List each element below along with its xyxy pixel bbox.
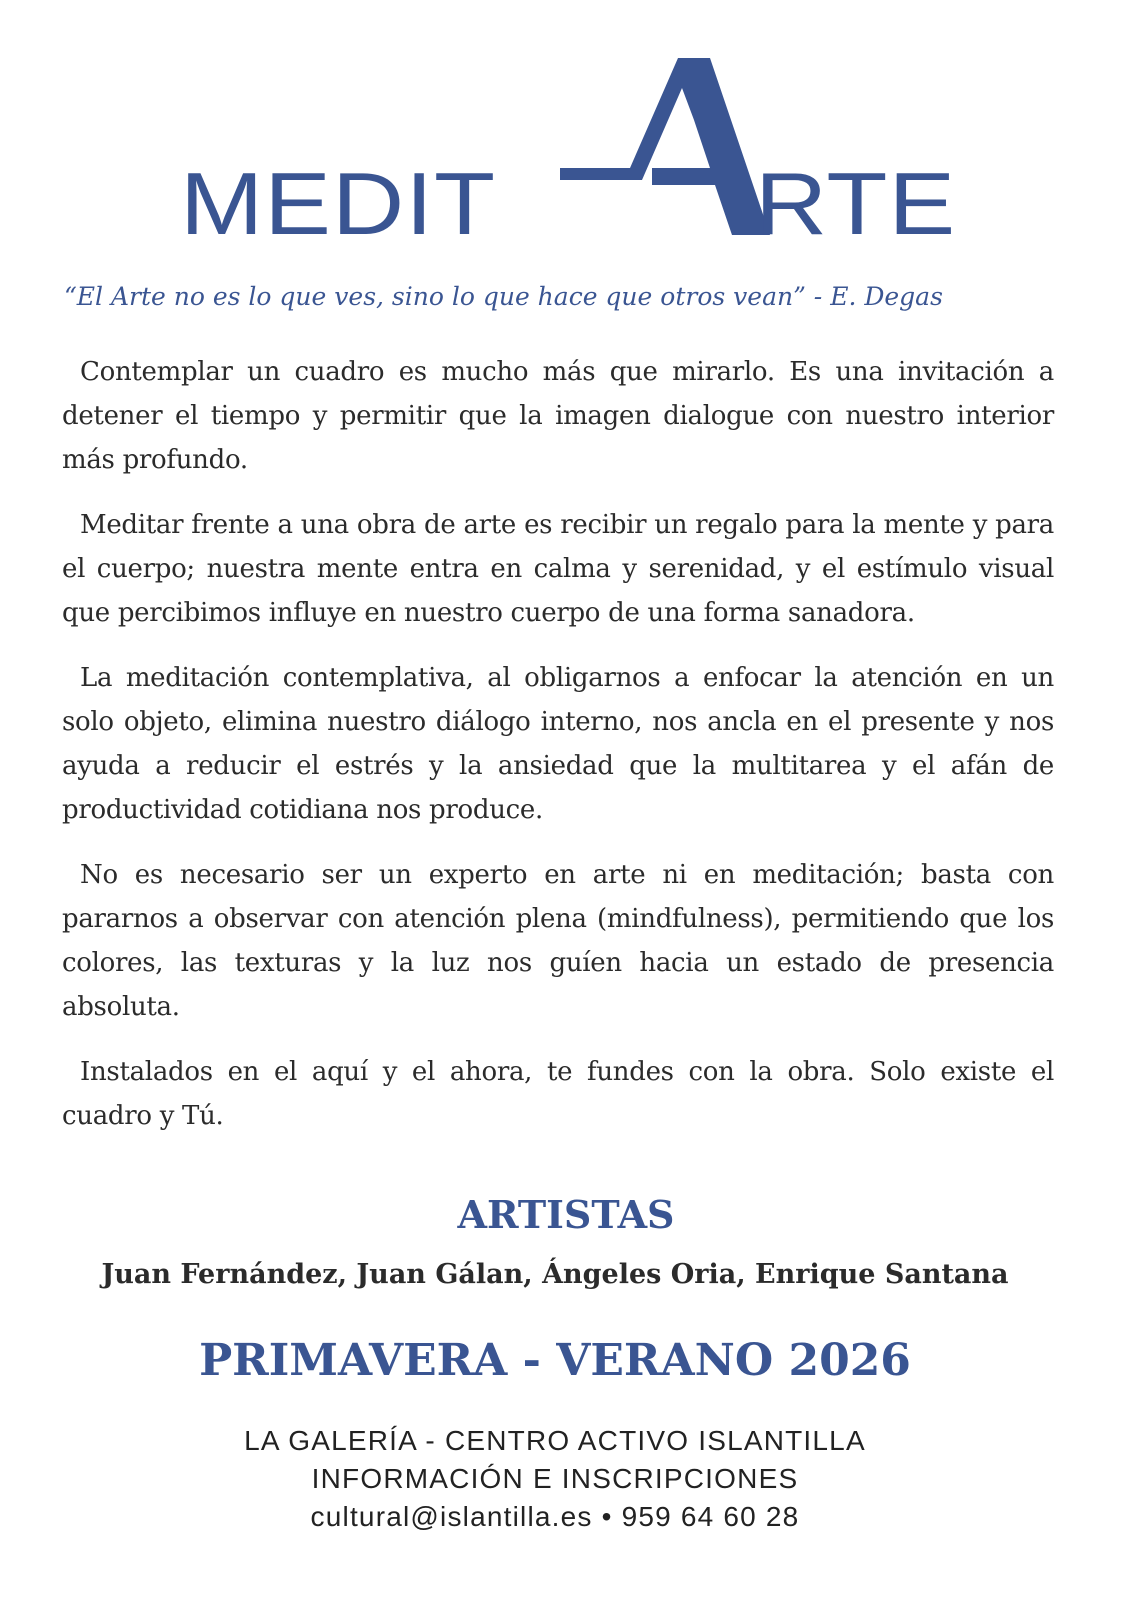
body-text — [62, 350, 1054, 1159]
paragraph: No es necesario ser un experto en arte ni en meditación; basta con pararnos a observar con atención plena (mindfulness), permitiendo que los colores, las texturas y la luz nos guíen hacia un estado de presencia absoluta. — [62, 860, 1054, 1022]
logo-text-medit: MEDIT — [180, 154, 497, 254]
paragraph: La meditación contemplativa, al obligarnos a enfocar la atención en un solo objeto, elimina nuestro diálogo interno, nos ancla en el presente y nos ayuda a reducir el estrés y la ansiedad que la multitarea y el afán de productividad cotidiana nos produce. — [62, 663, 1054, 825]
info-line: INFORMACIÓN E INSCRIPCIONES — [311, 1463, 799, 1494]
artistas-heading: ARTISTAS — [457, 1192, 675, 1237]
artistas-names: Juan Fernández, Juan Gálan, Ángeles Oria, Enrique Santana — [101, 1259, 1009, 1290]
degas-quote: “El Arte no es lo que ves, sino lo que hace que otros vean” - E. Degas — [64, 282, 943, 311]
email-link[interactable]: cultural@islantilla.es — [310, 1501, 593, 1532]
season-heading: PRIMAVERA - VERANO 2026 — [199, 1335, 911, 1386]
paragraph: Contemplar un cuadro es mucho más que mirarlo. Es una invitación a detener el tiempo y permitir que la imagen dialogue con nuestro interior más profundo. — [62, 357, 1054, 475]
venue-line: LA GALERÍA - CENTRO ACTIVO ISLANTILLA — [244, 1425, 866, 1456]
paragraph: Instalados en el aquí y el ahora, te fundes con la obra. Solo existe el cuadro y Tú. — [62, 1057, 1054, 1131]
logo-text-rte: RTE — [755, 154, 957, 254]
contact-line — [0, 1498, 1110, 1536]
footer-contact — [0, 1422, 1110, 1536]
paragraph: Meditar frente a una obra de arte es recibir un regalo para la mente y para el cuerpo; nuestra mente entra en calma y serenidad, y el estímulo visual que percibimos influye en nuestro cuerpo de una forma sanadora. — [62, 510, 1054, 628]
separator-dot: • — [601, 1501, 622, 1532]
logo-big-a — [560, 50, 770, 235]
meditarte-logo — [180, 40, 960, 254]
phone-number[interactable]: 959 64 60 28 — [621, 1501, 800, 1532]
